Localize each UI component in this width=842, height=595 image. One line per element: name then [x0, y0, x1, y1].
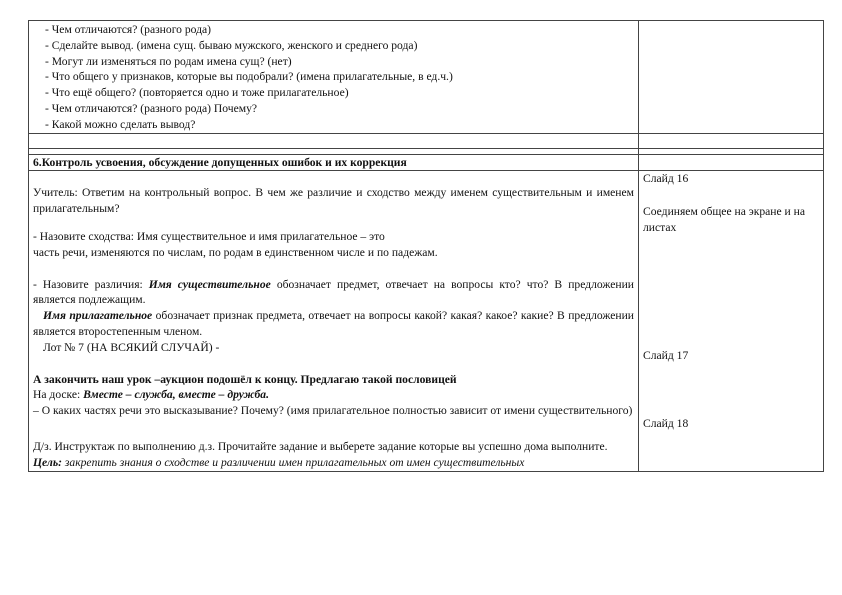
slide-16-label: Слайд 16 [643, 172, 689, 186]
list-item: - Могут ли изменяться по родам имена сущ? (нет) [45, 54, 292, 68]
parts-of-speech-question: – О каких частях речи это высказывание? Почему? (имя прилагательное полностью зависит от имени существительного) [33, 404, 633, 418]
board-proverb: Вместе – служба, вместе – дружба. [83, 388, 269, 402]
content-row [29, 171, 824, 471]
teacher-question: Учитель: Ответим на контрольный вопрос. В чем же различие и сходство между именем существительным и именем прилагательным? [33, 186, 634, 216]
question-list [29, 21, 639, 134]
slides-column [639, 171, 824, 471]
list-item: - Что общего у признаков, которые вы подобрали? (имена прилагательные, в ед.ч.) [45, 70, 453, 84]
goal-line: Цель: закрепить знания о сходстве и различении имен прилагательных от имен существительных [33, 455, 525, 469]
list-item: - Чем отличаются? (разного рода) Почему? [45, 101, 258, 115]
lot-line: Лот № 7 (НА ВСЯКИЙ СЛУЧАЙ) - [43, 340, 220, 354]
lesson-table [28, 20, 824, 472]
differences-adjective: Имя прилагательное обозначает признак предмета, отвечает на вопросы какой? какая? какое? какие? В предложении является второстепенным членом. [33, 309, 634, 338]
term-adjective: Имя прилагательное [43, 309, 153, 323]
slide-18-label: Слайд 18 [643, 416, 689, 430]
list-item: - Чем отличаются? (разного рода) [45, 23, 212, 36]
similarities-line-2: часть речи, изменяются по числам, по родам в единственном числе и по падежам. [33, 245, 438, 259]
differences-noun: - Назовите различия: Имя существительное обозначает предмет, отвечает на вопросы кто? что? В предложении является подлежащим. [33, 277, 634, 307]
auction-line: А закончить наш урок –аукцион подошёл к концу. Предлагаю такой пословицей [33, 372, 457, 386]
empty-row [29, 133, 824, 148]
list-item: - Какой можно сделать вывод? [45, 117, 196, 131]
term-noun: Имя существительное [148, 277, 271, 291]
section-title: 6.Контроль усвоения, обсуждение допущенных ошибок и их коррекция [29, 154, 639, 171]
page [28, 20, 823, 472]
section-row [29, 154, 824, 171]
list-item: - Что ещё общего? (повторяется одно и тоже прилагательное) [45, 86, 349, 100]
top-list-row [29, 21, 824, 134]
slide-16-note: Соединяем общее на экране и на листах [643, 205, 806, 234]
board-line: На доске: Вместе – служба, вместе – дружба. [33, 388, 269, 402]
lesson-content [29, 171, 639, 471]
slide-17-label: Слайд 17 [643, 348, 689, 362]
similarities-line-1: - Назовите сходства: Имя существительное и имя прилагательное – это [33, 229, 385, 243]
homework-line: Д/з. Инструктаж по выполнению д.з. Прочитайте задание и выберете задание которые вы успешно дома выполните. [33, 439, 608, 453]
list-item: - Сделайте вывод. (имена сущ. бываю мужского, женского и среднего рода) [45, 38, 418, 52]
side-cell-empty [639, 21, 824, 134]
